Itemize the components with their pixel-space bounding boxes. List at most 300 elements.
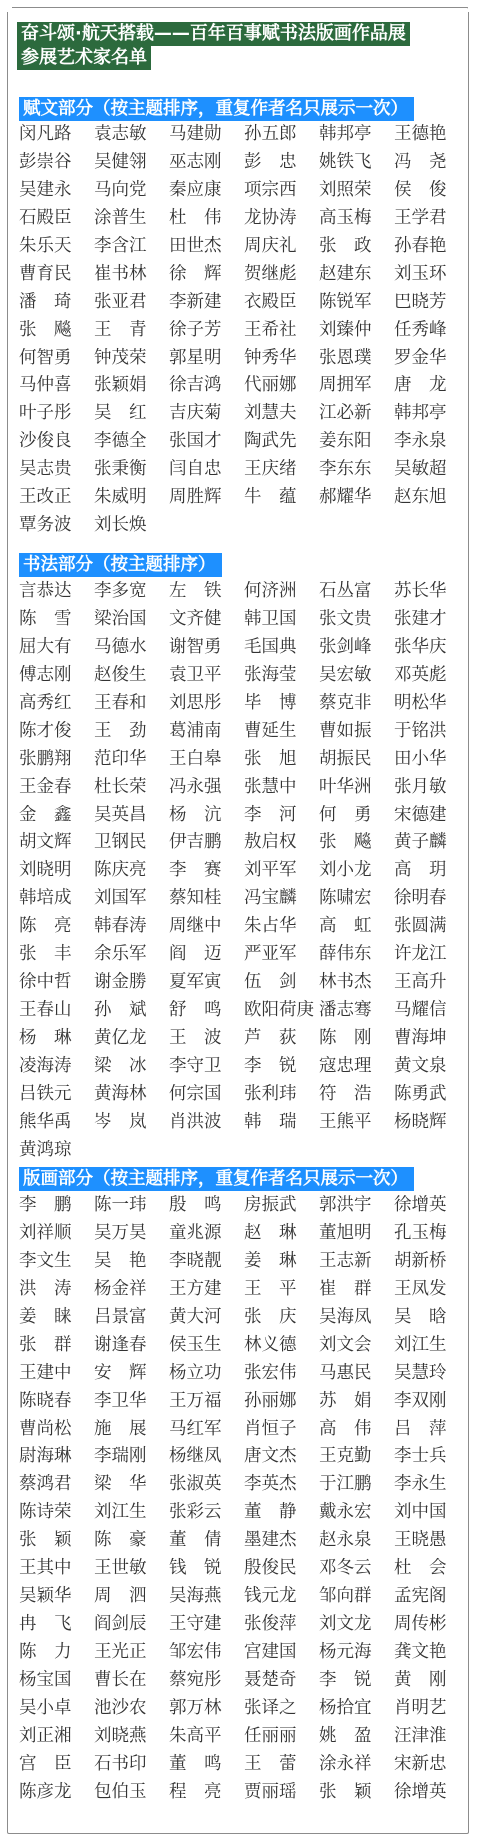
artist-name: 张 旭: [244, 748, 297, 769]
artist-name: 李瑞刚: [94, 1446, 147, 1467]
artist-name: 邓英彪: [394, 664, 447, 685]
artist-name: 汪津淮: [394, 1725, 447, 1746]
artist-name: 王志新: [319, 1250, 372, 1271]
artist-name: 吴英昌: [94, 804, 147, 825]
artist-name: 胡新桥: [394, 1250, 447, 1271]
artist-name: 李永泉: [394, 431, 447, 452]
artist-name: 安 辉: [94, 1362, 147, 1383]
artist-name: 徐 辉: [169, 263, 222, 284]
artist-name: 寇忠理: [319, 1055, 372, 1076]
artist-name: 李守卫: [169, 1055, 222, 1076]
artist-name: 凌海涛: [19, 1055, 72, 1076]
artist-name: 张译之: [244, 1697, 297, 1718]
artist-name: 王克勤: [319, 1446, 372, 1467]
artist-name: 刘慧夫: [244, 403, 297, 424]
artist-name: 黄海林: [94, 1083, 147, 1104]
artist-name: 陈啸宏: [319, 888, 372, 909]
artist-name: 邹宏伟: [169, 1642, 222, 1662]
artist-name: 孟宪阁: [394, 1586, 447, 1607]
artist-name: 张恩璞: [319, 347, 372, 368]
artist-name: 张 政: [319, 235, 372, 256]
artist-name: 刘玉环: [394, 263, 447, 284]
artist-name: 马红军: [169, 1418, 222, 1439]
artist-name: 王光正: [94, 1642, 147, 1662]
artist-name: 王金春: [19, 776, 72, 797]
artist-name: 王 平: [244, 1278, 297, 1299]
artist-name: 王高升: [394, 972, 447, 993]
artist-name: 赵东旭: [394, 487, 447, 508]
artist-name: 屈大有: [19, 636, 72, 657]
artist-name: 巴晓芳: [394, 291, 447, 312]
artist-name: 陈 刚: [319, 1028, 372, 1048]
artist-name: 黄鸿琼: [19, 1139, 72, 1160]
artist-name: 彭 忠: [244, 151, 297, 172]
artist-name: 吴 晗: [394, 1306, 447, 1327]
artist-name: 胡振民: [319, 748, 372, 769]
artist-name: 徐明春: [394, 888, 447, 909]
artist-name: 张鹏翔: [19, 748, 72, 769]
artist-name: 宋新忠: [394, 1753, 447, 1774]
artist-name: 刘祥顺: [19, 1222, 72, 1243]
artist-name: 赵 琳: [244, 1222, 297, 1243]
artist-name: 孙春艳: [394, 235, 447, 256]
artist-name: 周胜辉: [169, 487, 222, 508]
artist-name: 吴 艳: [94, 1250, 147, 1271]
artist-name: 马耀信: [394, 1000, 447, 1021]
artist-name: 施 展: [94, 1418, 147, 1439]
artist-name: 孙五郎: [244, 124, 297, 144]
artist-name: 刘长焕: [94, 515, 147, 536]
artist-name: 吕 萍: [394, 1418, 447, 1439]
artist-name: 韩 瑞: [244, 1111, 297, 1132]
artist-name: 文齐健: [169, 608, 222, 629]
artist-name: 包伯玉: [94, 1781, 147, 1802]
artist-name: 张亚君: [94, 291, 147, 312]
artist-name: 杜长荣: [94, 776, 147, 797]
artist-name: 石丛富: [319, 581, 372, 601]
artist-name: 涂普生: [94, 207, 147, 228]
artist-name: 杨拾宜: [319, 1697, 372, 1718]
artist-name: 吴颖华: [19, 1586, 72, 1607]
artist-name: 覃务波: [19, 515, 72, 536]
artist-name: 钱 锐: [169, 1558, 222, 1579]
artist-name: 唐文杰: [244, 1446, 297, 1467]
artist-name: 徐增英: [394, 1781, 447, 1802]
artist-name: 何宗国: [169, 1083, 222, 1104]
artist-name: 王春和: [94, 692, 147, 713]
artist-name: 张彩云: [169, 1502, 222, 1523]
artist-name: 叶华洲: [319, 776, 372, 797]
artist-name: 刘小龙: [319, 860, 372, 881]
artist-name: 戴永宏: [319, 1502, 372, 1523]
artist-name: 曹尚松: [19, 1418, 72, 1439]
artist-name: 曹延生: [244, 720, 297, 741]
artist-name: 孙丽娜: [244, 1390, 297, 1411]
artist-name: 衣殿臣: [244, 291, 297, 312]
artist-name: 杨宝国: [19, 1669, 72, 1690]
artist-name: 蔡鸿君: [19, 1474, 72, 1495]
artist-name: 周拥军: [319, 375, 372, 396]
artist-name: 赵永泉: [319, 1530, 372, 1551]
artist-name: 王改正: [19, 487, 72, 508]
artist-name: 吴海燕: [169, 1586, 222, 1607]
artist-name: 何济洲: [244, 581, 297, 601]
artist-name: 董旭明: [319, 1222, 372, 1243]
artist-name: 张剑峰: [319, 636, 372, 657]
artist-name: 黄 刚: [394, 1669, 447, 1690]
artist-name: 黄亿龙: [94, 1028, 147, 1048]
artist-name: 王熊平: [319, 1111, 372, 1132]
artist-name: 张秉衡: [94, 459, 147, 480]
artist-name: 王白皋: [169, 748, 222, 769]
artist-name: 谢金勝: [94, 972, 147, 993]
artist-name: 刘江生: [94, 1502, 147, 1523]
artist-name: 吴小卓: [19, 1697, 72, 1718]
artist-name: 杨金祥: [94, 1278, 147, 1299]
artist-name: 徐吉鸿: [169, 375, 222, 396]
artist-name: 何智勇: [19, 347, 72, 368]
artist-name: 董 静: [244, 1502, 297, 1523]
artist-name: 池沙农: [94, 1697, 147, 1718]
artist-name: 曹育民: [19, 263, 72, 284]
artist-name: 薛伟东: [319, 944, 372, 965]
artist-name: 赵建东: [319, 263, 372, 284]
artist-name: 姜 琳: [244, 1250, 297, 1271]
artist-name: 张俊萍: [244, 1614, 297, 1635]
artist-name: 杨元海: [319, 1642, 372, 1662]
artist-name: 张利玮: [244, 1083, 297, 1104]
artist-name: 钟茂荣: [94, 347, 147, 368]
artist-name: 肖明艺: [394, 1697, 447, 1718]
artist-name: 陶武先: [244, 431, 297, 452]
artist-name: 严亚军: [244, 944, 297, 965]
artist-name: 高 伟: [319, 1418, 372, 1439]
artist-name: 刘臻仲: [319, 319, 372, 340]
page-title: [17, 22, 410, 70]
artist-name: 蔡宛彤: [169, 1669, 222, 1690]
names-grid-shufa: [19, 578, 469, 1165]
artist-name: 韩春涛: [94, 916, 147, 937]
title-line-1: 奋斗颂·航天搭载——百年百事赋书法版画作品展: [17, 22, 410, 46]
artist-name: 韩卫国: [244, 608, 297, 629]
artist-name: 潘 琦: [19, 291, 72, 312]
artist-name: 高 虹: [319, 916, 372, 937]
artist-name: 张淑英: [169, 1474, 222, 1495]
artist-name: 朱乐天: [19, 235, 72, 256]
artist-name: 韩培成: [19, 888, 72, 909]
artist-name: 李英杰: [244, 1474, 297, 1495]
artist-name: 任秀峰: [394, 319, 447, 340]
artist-name: 王万福: [169, 1390, 222, 1411]
artist-name: 王 劲: [94, 720, 147, 741]
artist-name: 王 青: [94, 319, 147, 340]
artist-name: 肖恒子: [244, 1418, 297, 1439]
artist-name: 李德全: [94, 431, 147, 452]
artist-name: 刘文龙: [319, 1614, 372, 1635]
artist-name: 田小华: [394, 748, 447, 769]
artist-name: 李 河: [244, 804, 297, 825]
artist-name: 熊华禹: [19, 1111, 72, 1132]
artist-name: 巫志刚: [169, 151, 222, 172]
artist-name: 任丽丽: [244, 1725, 297, 1746]
artist-name: 李双刚: [394, 1390, 447, 1411]
artist-name: 宫 臣: [19, 1753, 72, 1774]
artist-name: 殷 鸣: [169, 1195, 222, 1215]
artist-name: 敖启权: [244, 832, 297, 853]
artist-name: 李 锐: [244, 1055, 297, 1076]
artist-name: 陈一玮: [94, 1195, 147, 1215]
artist-name: 阎剑辰: [94, 1614, 147, 1635]
artist-name: 傅志刚: [19, 664, 72, 685]
artist-name: 周 泗: [94, 1586, 147, 1607]
artist-name: 李永生: [394, 1474, 447, 1495]
artist-name: 陈彦龙: [19, 1781, 72, 1802]
frame-corner: [468, 4, 476, 12]
artist-name: 苏 娟: [319, 1390, 372, 1411]
artist-name: 毛国典: [244, 636, 297, 657]
artist-name: 刘思彤: [169, 692, 222, 713]
artist-name: 孔玉梅: [394, 1222, 447, 1243]
artist-name: 黄文泉: [394, 1055, 447, 1076]
artist-name: 梁治国: [94, 608, 147, 629]
artist-name: 王世敏: [94, 1558, 147, 1579]
artist-name: 周继中: [169, 916, 222, 937]
section-header-fu: 赋文部分（按主题排序，重复作者名只展示一次）: [19, 97, 414, 121]
artist-name: 金 鑫: [19, 804, 72, 825]
artist-name: 曹如振: [319, 720, 372, 741]
artist-name: 高 玥: [394, 860, 447, 881]
artist-name: 符 浩: [319, 1083, 372, 1104]
artist-name: 张华庆: [394, 636, 447, 657]
artist-name: 董 倩: [169, 1530, 222, 1551]
artist-name: 朱高平: [169, 1725, 222, 1746]
artist-name: 杨 沆: [169, 804, 222, 825]
artist-name: 董 鸣: [169, 1753, 222, 1774]
artist-name: 曹海坤: [394, 1028, 447, 1048]
artist-name: 王德艳: [394, 124, 447, 144]
artist-name: 伊吉鹏: [169, 832, 222, 853]
artist-name: 言恭达: [19, 581, 72, 601]
artist-name: 张 颖: [19, 1530, 72, 1551]
artist-name: 马德水: [94, 636, 147, 657]
section-header-shufa: 书法部分（按主题排序）: [19, 553, 222, 577]
artist-name: 苏长华: [394, 581, 447, 601]
artist-name: 王凤发: [394, 1278, 447, 1299]
artist-name: 刘平军: [244, 860, 297, 881]
artist-name: 牛 蕴: [244, 487, 297, 508]
artist-name: 侯玉生: [169, 1334, 222, 1355]
artist-name: 王 波: [169, 1028, 222, 1048]
artist-name: 黄子麟: [394, 832, 447, 853]
artist-name: 唐 龙: [394, 375, 447, 396]
artist-name: 谢智勇: [169, 636, 222, 657]
artist-name: 童兆源: [169, 1222, 222, 1243]
artist-name: 徐增英: [394, 1195, 447, 1215]
artist-name: 韩邦亭: [319, 124, 372, 144]
artist-name: 姜东阳: [319, 431, 372, 452]
artist-name: 王希社: [244, 319, 297, 340]
artist-name: 杜 会: [394, 1558, 447, 1579]
artist-name: 王建中: [19, 1362, 72, 1383]
artist-name: 张 飚: [19, 319, 72, 340]
artist-name: 陈诗荣: [19, 1502, 72, 1523]
artist-name: 刘照荣: [319, 179, 372, 200]
artist-name: 徐子芳: [169, 319, 222, 340]
artist-name: 胡文辉: [19, 832, 72, 853]
artist-name: 龚文艳: [394, 1642, 447, 1662]
artist-name: 吴志贵: [19, 459, 72, 480]
artist-name: 吴万昊: [94, 1222, 147, 1243]
artist-name: 张 庆: [244, 1306, 297, 1327]
artist-name: 林书杰: [319, 972, 372, 993]
artist-name: 宋德建: [394, 804, 447, 825]
artist-name: 何 勇: [319, 804, 372, 825]
artist-name: 舒 鸣: [169, 1000, 222, 1021]
artist-name: 罗金华: [394, 347, 447, 368]
artist-name: 王 蕾: [244, 1753, 297, 1774]
artist-name: 江必新: [319, 403, 372, 424]
artist-name: 吴健翎: [94, 151, 147, 172]
artist-name: 潘志骞: [319, 1000, 372, 1021]
artist-name: 陈锐军: [319, 291, 372, 312]
artist-name: 张月敏: [394, 776, 447, 797]
artist-name: 崔书林: [94, 263, 147, 284]
artist-name: 蔡知桂: [169, 888, 222, 909]
artist-name: 张 群: [19, 1334, 72, 1355]
artist-name: 杨 琳: [19, 1028, 72, 1048]
artist-name: 杨继凤: [169, 1446, 222, 1467]
artist-name: 郝耀华: [319, 487, 372, 508]
artist-name: 蔡克非: [319, 692, 372, 713]
artist-name: 黄大河: [169, 1306, 222, 1327]
artist-name: 闵凡路: [19, 124, 72, 144]
artist-name: 朱威明: [94, 487, 147, 508]
artist-name: 王守建: [169, 1614, 222, 1635]
artist-name: 房振武: [244, 1195, 297, 1215]
artist-name: 余乐军: [94, 944, 147, 965]
artist-name: 吴敏超: [394, 459, 447, 480]
artist-name: 明松华: [394, 692, 447, 713]
artist-name: 聂楚奇: [244, 1669, 297, 1690]
artist-name: 袁志敏: [94, 124, 147, 144]
artist-name: 闫自忠: [169, 459, 222, 480]
frame-corner: [4, 4, 12, 12]
artist-name: 郭星明: [169, 347, 222, 368]
artist-name: 马向党: [94, 179, 147, 200]
artist-name: 张文贵: [319, 608, 372, 629]
artist-name: 谢逢春: [94, 1334, 147, 1355]
artist-name: 孙 斌: [94, 1000, 147, 1021]
artist-name: 刘文会: [319, 1334, 372, 1355]
artist-name: 沙俊良: [19, 431, 72, 452]
artist-name: 王学君: [394, 207, 447, 228]
artist-name: 梁 华: [94, 1474, 147, 1495]
artist-name: 吴慧玲: [394, 1362, 447, 1383]
artist-name: 秦应康: [169, 179, 222, 200]
artist-name: 马惠民: [319, 1362, 372, 1383]
artist-name: 殷俊民: [244, 1558, 297, 1579]
artist-name: 吴建永: [19, 179, 72, 200]
artist-name: 李士兵: [394, 1446, 447, 1467]
artist-name: 吕铁元: [19, 1083, 72, 1104]
artist-name: 涂永祥: [319, 1753, 372, 1774]
artist-name: 李晓靓: [169, 1250, 222, 1271]
artist-name: 张慧中: [244, 776, 297, 797]
artist-name: 于江鹏: [319, 1474, 372, 1495]
artist-name: 朱占华: [244, 916, 297, 937]
artist-name: 李含江: [94, 235, 147, 256]
artist-name: 吴海凤: [319, 1306, 372, 1327]
title-line-2: 参展艺术家名单: [17, 46, 151, 70]
artist-name: 李多宽: [94, 581, 147, 601]
artist-name: 陈 雪: [19, 608, 72, 629]
artist-name: 张国才: [169, 431, 222, 452]
artist-name: 邓冬云: [319, 1558, 372, 1579]
artist-name: 墨建杰: [244, 1530, 297, 1551]
artist-name: 林义德: [244, 1334, 297, 1355]
artist-name: 冯 尧: [394, 151, 447, 172]
artist-name: 石书印: [94, 1753, 147, 1774]
artist-name: 杜 伟: [169, 207, 222, 228]
artist-name: 许龙江: [394, 944, 447, 965]
artist-name: 彭崇谷: [19, 151, 72, 172]
artist-name: 左 铁: [169, 581, 222, 601]
artist-name: 刘国军: [94, 888, 147, 909]
artist-name: 冯宝麟: [244, 888, 297, 909]
artist-name: 李东东: [319, 459, 372, 480]
artist-name: 陈庆亮: [94, 860, 147, 881]
artist-name: 刘江生: [394, 1334, 447, 1355]
artist-name: 王其中: [19, 1558, 72, 1579]
artist-name: 郭洪宇: [319, 1195, 372, 1215]
artist-name: 阎 迈: [169, 944, 222, 965]
artist-name: 石殿臣: [19, 207, 72, 228]
artist-name: 刘晓明: [19, 860, 72, 881]
artist-name: 尉海琳: [19, 1446, 72, 1467]
artist-name: 钟秀华: [244, 347, 297, 368]
artist-name: 范印华: [94, 748, 147, 769]
artist-name: 代丽娜: [244, 375, 297, 396]
artist-name: 肖洪波: [169, 1111, 222, 1132]
artist-name: 李 锐: [319, 1669, 372, 1690]
artist-name: 高秀红: [19, 692, 72, 713]
artist-name: 周传彬: [394, 1614, 447, 1635]
names-grid-banhua: [19, 1192, 469, 1807]
artist-name: 杨立功: [169, 1362, 222, 1383]
artist-name: 田世杰: [169, 235, 222, 256]
artist-name: 张海莹: [244, 664, 297, 685]
artist-name: 袁卫平: [169, 664, 222, 685]
section-header-banhua: 版画部分（按主题排序，重复作者名只展示一次）: [19, 1167, 414, 1191]
artist-name: 项宗西: [244, 179, 297, 200]
artist-name: 于铭洪: [394, 720, 447, 741]
artist-name: 宫建国: [244, 1642, 297, 1662]
artist-name: 王春山: [19, 1000, 72, 1021]
artist-name: 毕 博: [244, 692, 297, 713]
artist-name: 邹向群: [319, 1586, 372, 1607]
artist-name: 贾丽瑶: [244, 1781, 297, 1802]
artist-name: 刘正湘: [19, 1725, 72, 1746]
artist-name: 姚铁飞: [319, 151, 372, 172]
artist-name: 卫钢民: [94, 832, 147, 853]
artist-name: 徐中哲: [19, 972, 72, 993]
artist-name: 梁 冰: [94, 1055, 147, 1076]
artist-name: 洪 涛: [19, 1278, 72, 1299]
artist-name: 马建勋: [169, 124, 222, 144]
artist-name: 冉 飞: [19, 1614, 72, 1635]
artist-name: 陈 亮: [19, 916, 72, 937]
artist-name: 夏军寅: [169, 972, 222, 993]
